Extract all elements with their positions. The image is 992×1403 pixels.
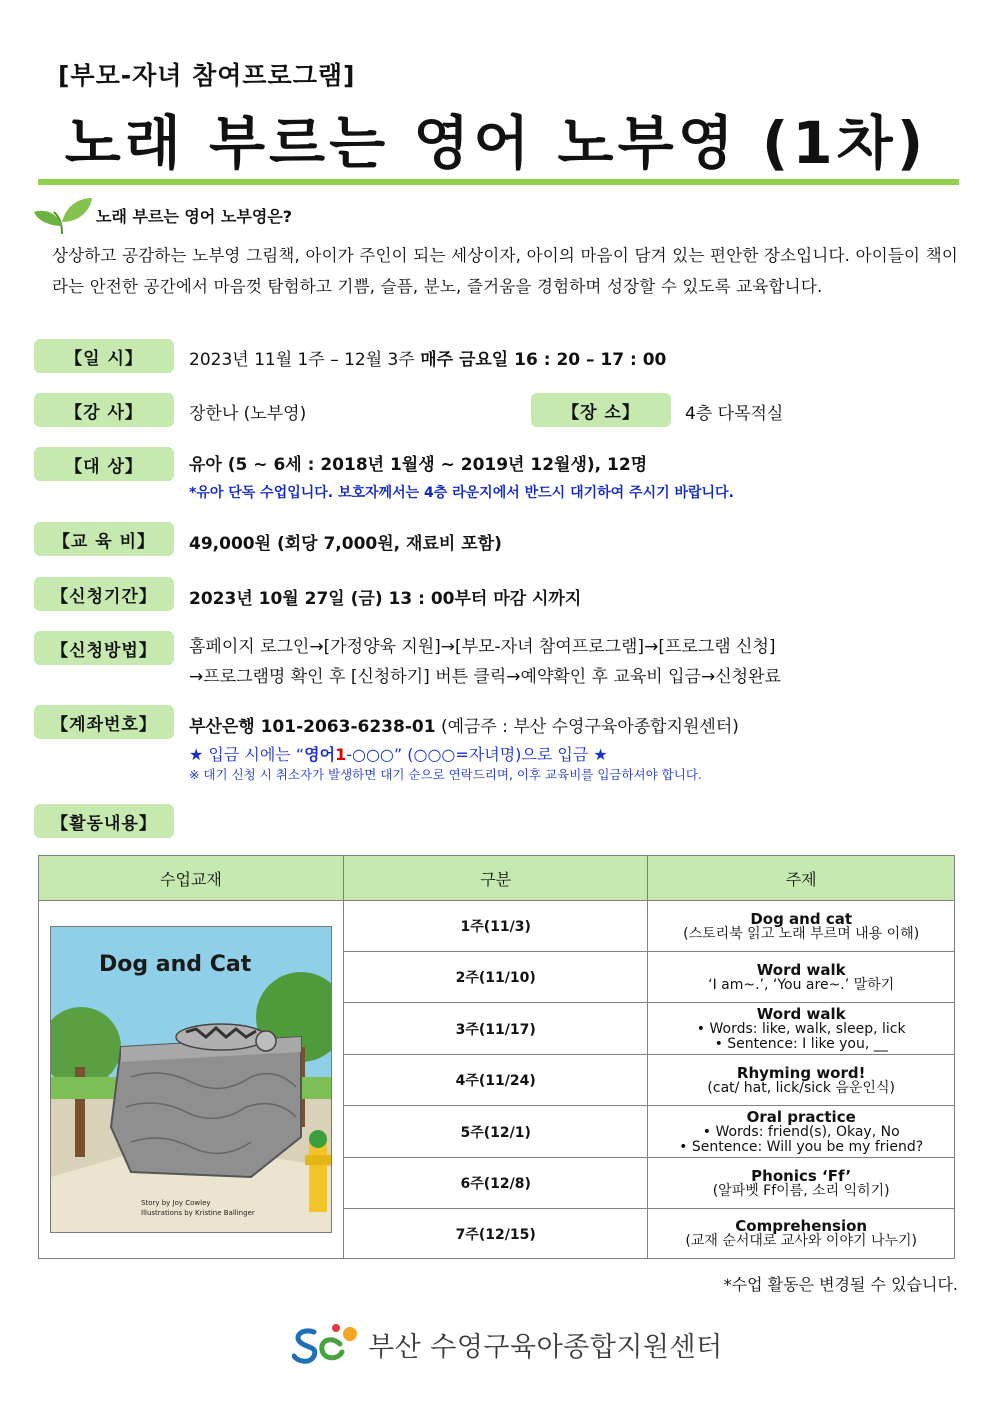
topic-cell: [648, 901, 955, 952]
book-cover-cell: [39, 901, 344, 1259]
col-header-week: 구분: [343, 856, 647, 901]
topic-detail: • Words: friend(s), Okay, No: [702, 1123, 900, 1140]
activity-table: [38, 855, 955, 1259]
sprout-icon: [32, 196, 94, 236]
book-title-text: Dog and Cat: [98, 952, 252, 977]
intro-heading: 노래 부르는 영어 노부영은?: [96, 207, 293, 226]
topic-cell: [648, 1055, 955, 1106]
account-holder: (예금주 : 부산 수영구육아종합지원센터): [440, 717, 739, 737]
method-label: 【신청방법】: [34, 631, 174, 665]
fee-value: 49,000원 (회당 7,000원, 재료비 포함): [189, 534, 502, 554]
topic-cell: [648, 1209, 955, 1259]
week-cell: 2주(11/10): [343, 952, 647, 1003]
topic-cell: [648, 1158, 955, 1209]
week-cell: 1주(11/3): [343, 901, 647, 952]
topic-title: Dog and cat: [750, 909, 853, 928]
method-line1: 홈페이지 로그인→[가정양육 지원]→[부모-자녀 참여프로그램]→[프로그램 신청]: [189, 637, 776, 657]
topic-title: Word walk: [756, 960, 846, 979]
week-cell: 4주(11/24): [343, 1055, 647, 1106]
book-credit-2: Illustrations by Kristine Ballinger: [140, 1209, 255, 1217]
program-category: [부모-자녀 참여프로그램]: [58, 61, 356, 90]
topic-detail: (cat/ hat, lick/sick 음운인식): [707, 1079, 895, 1096]
method-line2: →프로그램명 확인 후 [신청하기] 버튼 클릭→예약확인 후 교육비 입금→신청완료: [189, 667, 781, 687]
week-cell: 6주(12/8): [343, 1158, 647, 1209]
topic-title: Phonics ‘Ff’: [751, 1166, 852, 1185]
center-logo-icon: [292, 1322, 362, 1366]
place-value: 4층 다목적실: [685, 404, 784, 424]
topic-cell: [648, 1003, 955, 1055]
topic-title: Comprehension: [735, 1217, 868, 1235]
schedule-label: 【일 시】: [34, 339, 174, 373]
period-value: 2023년 10월 27일 (금) 13 : 00부터 마감 시까지: [189, 589, 582, 609]
schedule-value: [189, 345, 666, 370]
topic-detail: • Sentence: I like you, __: [714, 1035, 888, 1052]
week-cell: 5주(12/1): [343, 1106, 647, 1158]
week-cell: 3주(11/17): [343, 1003, 647, 1055]
topic-detail: • Words: like, walk, sleep, lick: [696, 1020, 906, 1037]
topic-title: Word walk: [756, 1004, 846, 1023]
topic-cell: [648, 952, 955, 1003]
page-title: 노래 부르는 영어 노부영 (1차): [64, 109, 928, 177]
teacher-label: 【강 사】: [34, 393, 174, 427]
title-divider: [38, 179, 959, 185]
intro-text: 상상하고 공감하는 노부영 그림책, 아이가 주인이 되는 세상이자, 아이의 마음이 담겨 있는 편안한 장소입니다. 아이들이 책이라는 안전한 공간에서 마음껏 탐험하고 기쁨, 슬픔, 분노, 즐거움을 경험하며 성장할 수 있도록 교육합니다.: [52, 246, 958, 296]
period-label: 【신청기간】: [34, 577, 174, 611]
target-value: 유아 (5 ~ 6세 : 2018년 1월생 ~ 2019년 12월생), 12명: [189, 455, 648, 475]
place-label: 【장 소】: [531, 393, 671, 427]
topic-detail: (알파벳 Ff이름, 소리 익히기): [712, 1182, 890, 1199]
schedule-time: 매주 금요일 16 : 20 – 17 : 00: [420, 350, 667, 370]
account-bank: 부산은행 101-2063-6238-01: [189, 717, 436, 737]
topic-detail: (스토리북 읽고 노래 부르며 내용 이해): [683, 925, 920, 942]
org-logo: [292, 1322, 723, 1366]
book-credit-1: Story by Joy Cowley: [140, 1199, 211, 1207]
org-name: 부산 수영구육아종합지원센터: [368, 1331, 723, 1363]
topic-title: Rhyming word!: [736, 1063, 866, 1082]
col-header-material: 수업교재: [39, 856, 344, 901]
topic-cell: [648, 1106, 955, 1158]
change-notice: *수업 활동은 변경될 수 있습니다.: [723, 1275, 958, 1294]
fee-label: 【교 육 비】: [34, 522, 174, 556]
waitlist-note: ※ 대기 신청 시 취소자가 발생하면 대기 순으로 연락드리며, 이후 교육비를 입금하셔야 합니다.: [189, 767, 702, 782]
col-header-topic: 주제: [648, 856, 955, 901]
topic-detail: (교재 순서대로 교사와 이야기 나누기): [685, 1233, 917, 1249]
book-cover-image: [50, 926, 332, 1233]
topic-detail: • Sentence: Will you be my friend?: [679, 1138, 924, 1155]
schedule-dates: 2023년 11월 1주 – 12월 3주: [189, 350, 415, 370]
account-label: 【계좌번호】: [34, 705, 174, 739]
table-row: [39, 901, 955, 952]
deposit-instruction: ★ 입금 시에는 “영어1-○○○” (○○○=자녀명)으로 입금 ★: [189, 745, 608, 764]
topic-title: Oral practice: [746, 1107, 856, 1126]
week-cell: 7주(12/15): [343, 1209, 647, 1259]
teacher-value: 장한나 (노부영): [189, 404, 307, 424]
topic-detail: ‘I am~.’, ‘You are~.’ 말하기: [708, 976, 895, 993]
account-value: [189, 712, 739, 737]
target-note: *유아 단독 수업입니다. 보호자께서는 4층 라운지에서 반드시 대기하여 주시기 바랍니다.: [189, 485, 734, 501]
target-label: 【대 상】: [34, 447, 174, 481]
activity-label: 【활동내용】: [34, 804, 174, 838]
